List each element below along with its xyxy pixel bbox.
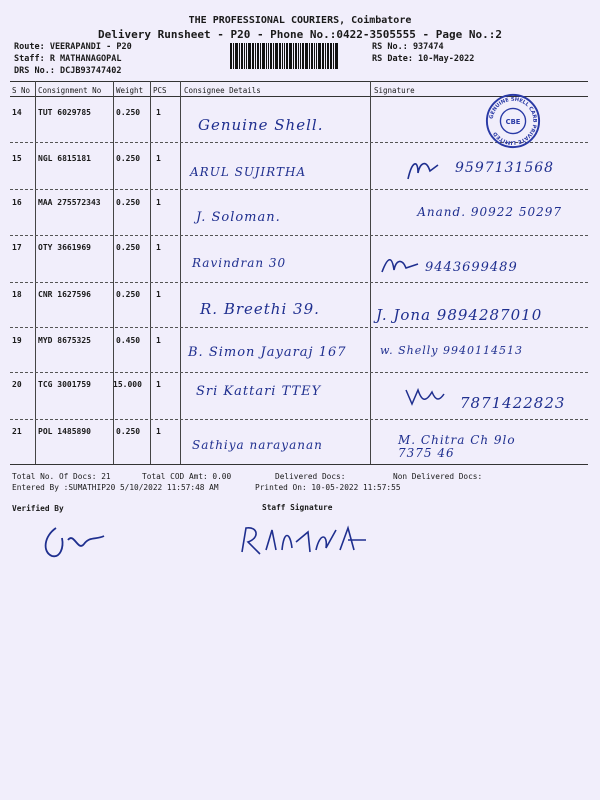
company-title: THE PROFESSIONAL COURIERS, Coimbatore: [188, 15, 412, 26]
col-header-sno: S No: [12, 86, 31, 95]
handwritten-consignee: R. Breethi 39.: [200, 300, 320, 318]
delivered-docs: Delivered Docs:: [275, 472, 346, 481]
handwritten-consignee: J. Soloman.: [196, 210, 281, 225]
row-separator: [10, 327, 588, 328]
handwritten-signature: w. Shelly 9940114513: [380, 344, 523, 357]
table-bottom-rule: [10, 464, 588, 465]
row-sno: 16: [12, 198, 22, 207]
handwritten-consignee: Genuine Shell.: [198, 116, 324, 134]
row-pcs: 1: [156, 336, 161, 345]
row-sno: 18: [12, 290, 22, 299]
runsheet-title: Delivery Runsheet - P20 - Phone No.:0422-3505555 - Page No.:2: [98, 28, 502, 41]
verifier-signature: [38, 522, 108, 564]
handwritten-consignee: Ravindran 30: [192, 256, 287, 270]
staff-signature: [236, 520, 386, 562]
row-sno: 20: [12, 380, 22, 389]
row-separator: [10, 189, 588, 190]
row-weight: 0.250: [116, 427, 141, 436]
col-divider: [35, 81, 36, 464]
row-weight: 0.250: [116, 154, 141, 163]
row-pcs: 1: [156, 154, 161, 163]
rs-date: RS Date: 10-May-2022: [372, 54, 475, 64]
row-separator: [10, 235, 588, 236]
row-pcs: 1: [156, 380, 161, 389]
handwritten-signature: M. Chitra Ch 9lo 7375 46: [398, 433, 516, 460]
row-weight: 0.250: [116, 198, 141, 207]
route-label: Route: VEERAPANDI - P20: [14, 42, 132, 52]
col-header-consignment: Consignment No: [38, 86, 102, 95]
row-consignment: CNR 1627596: [38, 290, 91, 299]
stamp-ring-text: GENUINE SHELL CARB PRIVATE LIMITED: [488, 96, 538, 146]
col-header-consignee: Consignee Details: [184, 86, 261, 95]
total-docs: Total No. Of Docs: 21: [12, 472, 111, 481]
signature-scribble: [404, 155, 444, 185]
row-weight: 0.250: [116, 108, 141, 117]
row-sno: 17: [12, 243, 22, 252]
row-consignment: MAA 275572343: [38, 198, 101, 207]
row-weight: 0.250: [116, 243, 141, 252]
table-top-rule: [10, 81, 588, 82]
row-consignment: NGL 6815181: [38, 154, 91, 163]
row-pcs: 1: [156, 198, 161, 207]
entered-by: Entered By :SUMATHIP20 5/10/2022 11:57:48 AM: [12, 483, 219, 492]
handwritten-consignee: ARUL SUJIRTHA: [190, 165, 307, 179]
staff-signature-label: Staff Signature: [262, 503, 333, 512]
col-header-weight: Weight: [116, 86, 144, 95]
row-consignment: TCG 3001759: [38, 380, 91, 389]
row-pcs: 1: [156, 427, 161, 436]
staff-label: Staff: R MATHANAGOPAL: [14, 54, 122, 64]
handwritten-consignee: Sri Kattari TTEY: [196, 384, 322, 399]
rs-number: RS No.: 937474: [372, 42, 444, 52]
col-header-signature: Signature: [374, 86, 415, 95]
row-sno: 19: [12, 336, 22, 345]
stamp-center-text: CBE: [505, 117, 521, 126]
row-weight: 0.250: [116, 290, 141, 299]
row-separator: [10, 372, 588, 373]
col-divider: [150, 81, 151, 464]
handwritten-signature: 7871422823: [460, 394, 566, 412]
drs-number: DRS No.: DCJB93747402: [14, 66, 122, 76]
row-sno: 14: [12, 108, 22, 117]
total-cod: Total COD Amt: 0.00: [142, 472, 232, 481]
signature-scribble: [378, 252, 422, 278]
row-consignment: MYD 8675325: [38, 336, 91, 345]
col-divider: [113, 81, 114, 464]
signature-scribble: [402, 384, 448, 410]
row-consignment: TUT 6029785: [38, 108, 91, 117]
row-consignment: POL 1485890: [38, 427, 91, 436]
verified-by-label: Verified By: [12, 504, 64, 513]
printed-on: Printed On: 10-05-2022 11:57:55: [255, 483, 401, 492]
row-sno: 21: [12, 427, 22, 436]
row-pcs: 1: [156, 290, 161, 299]
handwritten-signature: Anand. 90922 50297: [417, 205, 562, 219]
handwritten-signature: 9443699489: [425, 260, 518, 275]
non-delivered-docs: Non Delivered Docs:: [393, 472, 483, 481]
col-header-pcs: PCS: [153, 86, 167, 95]
row-weight: 15.000: [113, 380, 142, 389]
col-divider: [370, 81, 371, 464]
handwritten-signature: J. Jona 9894287010: [376, 306, 543, 324]
row-pcs: 1: [156, 108, 161, 117]
handwritten-consignee: B. Simon Jayaraj 167: [188, 345, 347, 360]
col-divider: [180, 81, 181, 464]
row-separator: [10, 419, 588, 420]
handwritten-consignee: Sathiya narayanan: [192, 438, 323, 452]
row-consignment: OTY 3661969: [38, 243, 91, 252]
row-weight: 0.450: [116, 336, 141, 345]
company-stamp: [484, 92, 542, 150]
barcode: [230, 43, 360, 69]
row-pcs: 1: [156, 243, 161, 252]
row-sno: 15: [12, 154, 22, 163]
handwritten-signature: 9597131568: [455, 160, 555, 176]
row-separator: [10, 282, 588, 283]
